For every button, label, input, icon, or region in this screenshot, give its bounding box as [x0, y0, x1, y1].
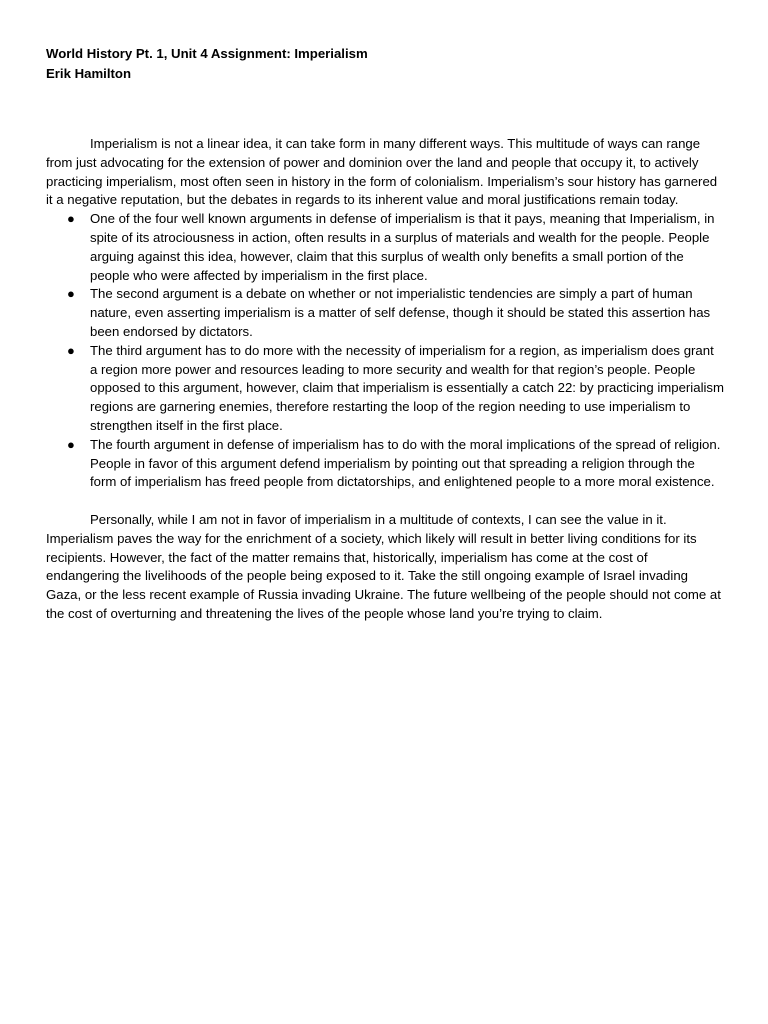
- list-item-text: The third argument has to do more with the necessity of imperialism for a region, as imperialism does grant a region more power and resources leading to more security and wealth for that region’s people. People opposed to this argument, however, claim that imperialism is essentially a catch 22: by practicing imperialism regions are garnering enemies, therefore restarting the loop of the region needing to use imperialism to strengthen itself in the first place.: [90, 342, 725, 433]
- document-body: [46, 44, 724, 624]
- intro-paragraph: Imperialism is not a linear idea, it can take form in many different ways. This multitude of ways can range from just advocating for the extension of power and dominion over the land and people that occupy it, to actively practicing imperialism, most often seen in history in the form of colonialism. Imperialism’s sour history has garnered it a negative reputation, but the debates in regards to its inherent value and moral justifications remain today.: [46, 136, 718, 208]
- author-name: Erik Hamilton: [46, 65, 132, 81]
- document-title: World History Pt. 1, Unit 4 Assignment: Imperialism: [46, 46, 368, 61]
- bullet-icon: ●: [67, 436, 75, 452]
- list-item: [46, 210, 724, 285]
- list-item: [46, 285, 724, 341]
- bullet-icon: ●: [67, 286, 75, 302]
- arguments-list: [46, 210, 724, 492]
- conclusion-paragraph: Personally, while I am not in favor of imperialism in a multitude of contexts, I can see the value in it. Imperialism paves the way for the enrichment of a society, which likely will result in better living conditions for its recipients. However, the fact of the matter remains that, historically, imperialism has come at the cost of endangering the livelihoods of the people being exposed to it. Take the still ongoing example of Israel invading Gaza, or the less recent example of Russia invading Ukraine. The future wellbeing of the people should not come at the cost of overturning and threatening the lives of the people whose land you’re trying to claim.: [46, 511, 721, 621]
- paragraph-gap: [46, 492, 724, 511]
- header-spacer: [46, 83, 724, 135]
- list-item-text: The second argument is a debate on whether or not imperialistic tendencies are simply a part of human nature, even asserting imperialism is a matter of self defense, though it should be stated this assertion has been endorsed by dictators.: [90, 286, 711, 339]
- list-item-text: One of the four well known arguments in defense of imperialism is that it pays, meaning that Imperialism, in spite of its atrociousness in action, often results in a surplus of materials and wealth for the people. People arguing against this idea, however, claim that this surplus of wealth only benefits a small portion of the people who were affected by imperialism in the first place.: [90, 211, 715, 283]
- bullet-icon: ●: [67, 211, 75, 227]
- list-item: [46, 342, 724, 436]
- bullet-icon: ●: [67, 342, 75, 358]
- list-item-text: The fourth argument in defense of imperialism has to do with the moral implications of the spread of religion. People in favor of this argument defend imperialism by pointing out that spreading a religion through the form of imperialism has freed people from dictatorships, and enlightened people to a more moral existence.: [90, 436, 721, 490]
- list-item: [46, 436, 724, 492]
